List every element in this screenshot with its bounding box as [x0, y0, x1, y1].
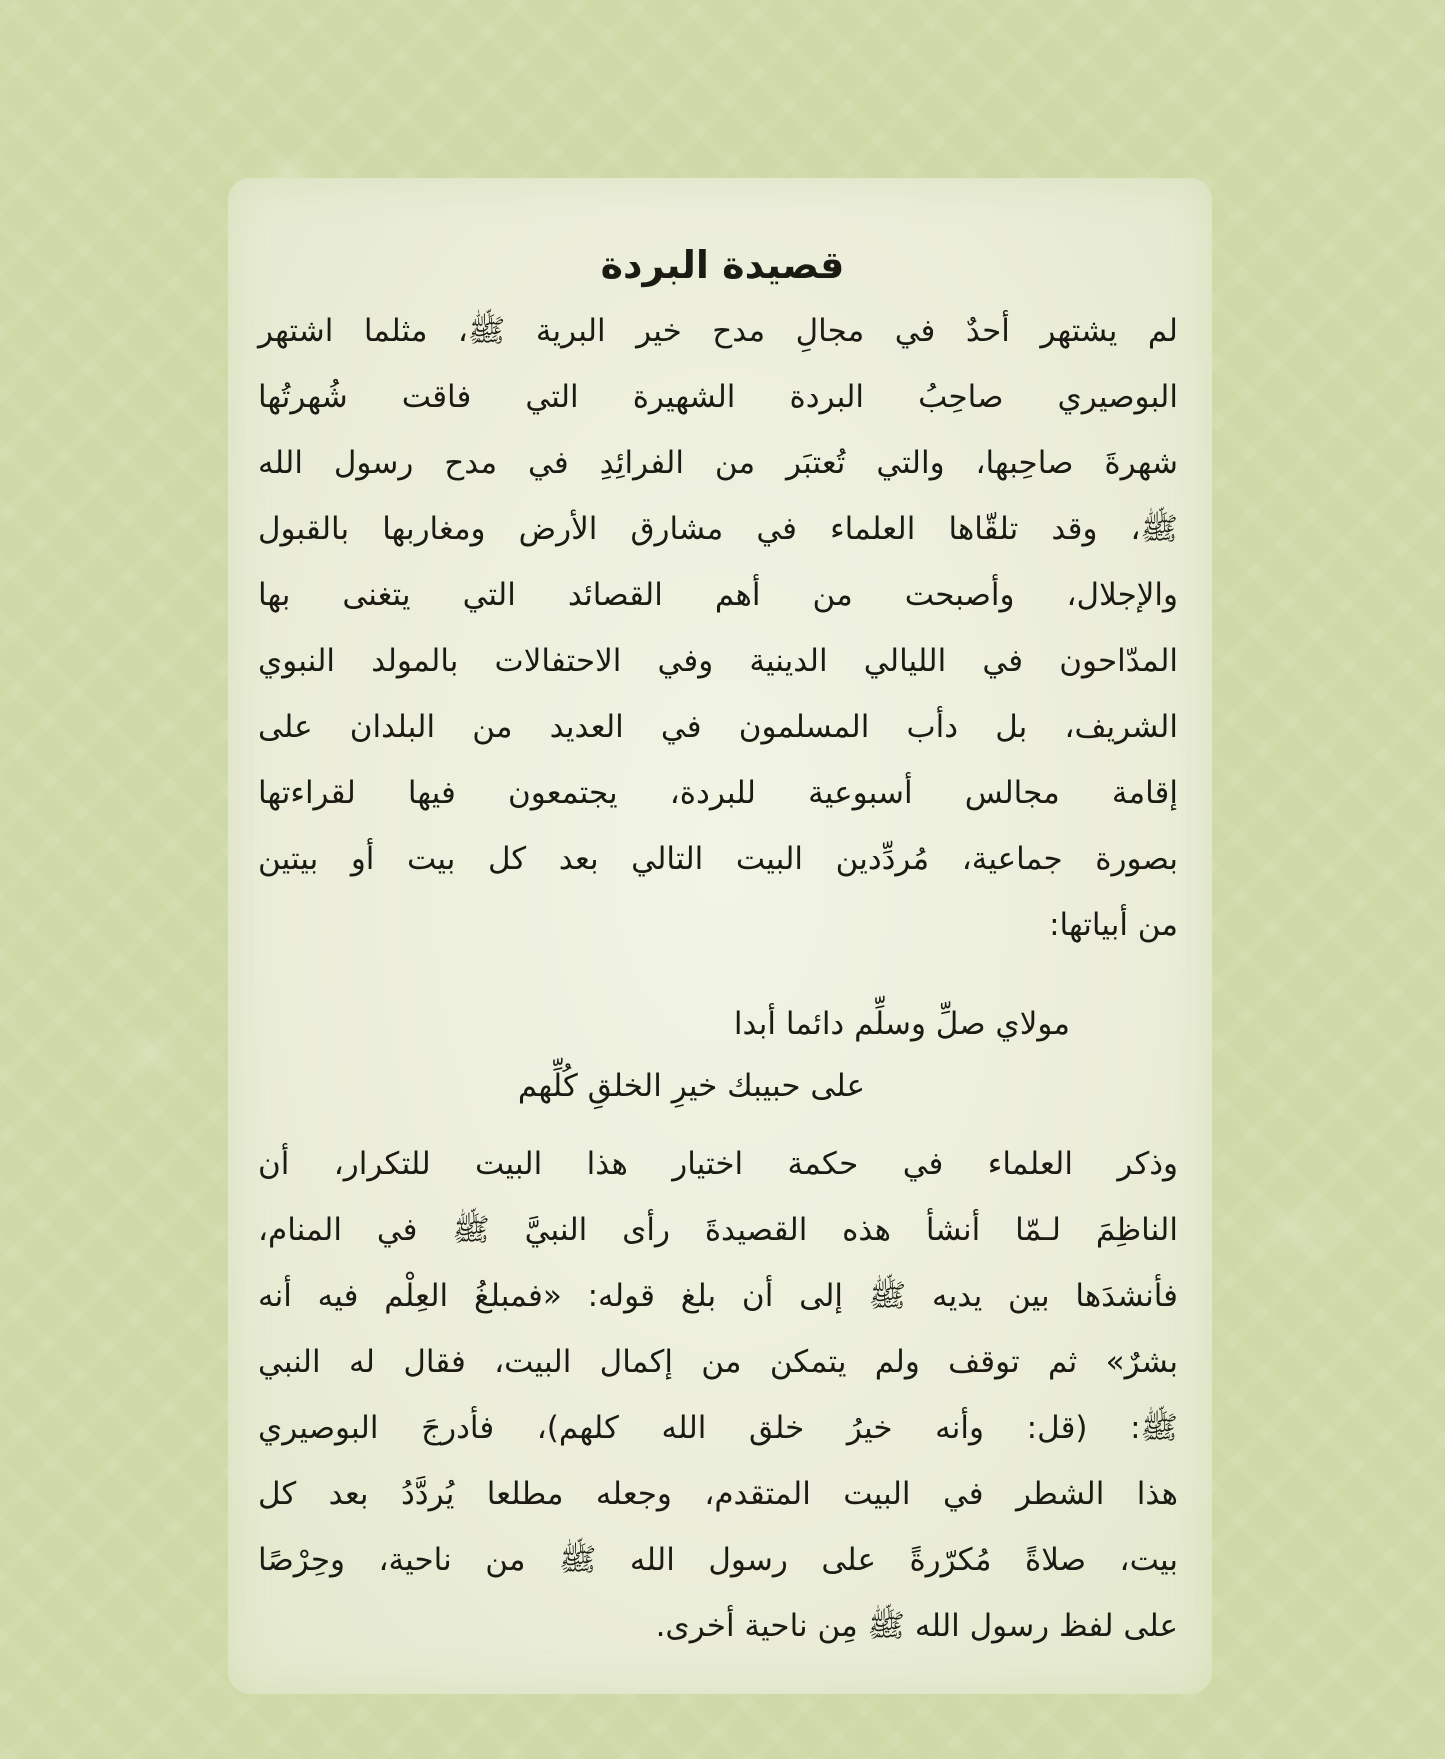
- text-line: وذكر العلماء في حكمة اختيار هذا البيت للتكرار، أن: [258, 1146, 1178, 1182]
- text-line: البوصيري صاحِبُ البردة الشهيرة التي فاقت شُهرتُها: [258, 379, 1178, 415]
- text-line: بصورة جماعية، مُردِّدين البيت التالي بعد كل بيت أو بيتين: [258, 841, 1178, 877]
- text-line: المدّاحون في الليالي الدينية وفي الاحتفالات بالمولد النبوي: [258, 643, 1178, 679]
- page-title: قصيدة البردة: [600, 243, 845, 288]
- text-line: على لفظ رسول الله ﷺ مِن ناحية أخرى.: [655, 1608, 1178, 1644]
- paragraph-explanation: [258, 1131, 1178, 1659]
- text-line: من أبياتها:: [1049, 907, 1178, 943]
- text-line: هذا الشطر في البيت المتقدم، وجعله مطلعا يُردَّدُ بعد كل: [258, 1476, 1178, 1512]
- text-line: بشرٌ» ثم توقف ولم يتمكن من إكمال البيت، فقال له النبي: [258, 1344, 1178, 1380]
- paragraph-intro: [258, 298, 1178, 958]
- verse-line-1: مولاي صلِّ وسلِّم دائما أبدا: [733, 1006, 1070, 1042]
- text-line: بيت، صلاةً مُكرّرةً على رسول الله ﷺ من ناحية، وحِرْصًا: [258, 1542, 1178, 1578]
- text-line: فأنشدَها بين يديه ﷺ إلى أن بلغ قوله: «فمبلغُ العِلْم فيه أنه: [258, 1278, 1178, 1314]
- text-line: والإجلال، وأصبحت من أهم القصائد التي يتغنى بها: [258, 577, 1178, 613]
- text-line: إقامة مجالس أسبوعية للبردة، يجتمعون فيها لقراءتها: [258, 775, 1178, 811]
- text-line: شهرةَ صاحِبها، والتي تُعتبَر من الفرائِدِ في مدح رسول الله: [258, 445, 1178, 481]
- text-line: الناظِمَ لـمّا أنشأ هذه القصيدةَ رأى النبيَّ ﷺ في المنام،: [258, 1212, 1178, 1248]
- text-line: ﷺ، وقد تلقّاها العلماء في مشارق الأرض ومغاربها بالقبول: [258, 511, 1178, 547]
- text-line: لم يشتهر أحدٌ في مجالِ مدح خير البرية ﷺ، مثلما اشتهر: [258, 313, 1178, 349]
- text-line: الشريف، بل دأب المسلمون في العديد من البلدان على: [258, 709, 1178, 745]
- text-line: ﷺ: (قل: وأنه خيرُ خلق الله كلهم)، فأدرجَ البوصيري: [258, 1410, 1178, 1446]
- verse-line-2: على حبيبك خيرِ الخلقِ كُلِّهم: [517, 1068, 865, 1104]
